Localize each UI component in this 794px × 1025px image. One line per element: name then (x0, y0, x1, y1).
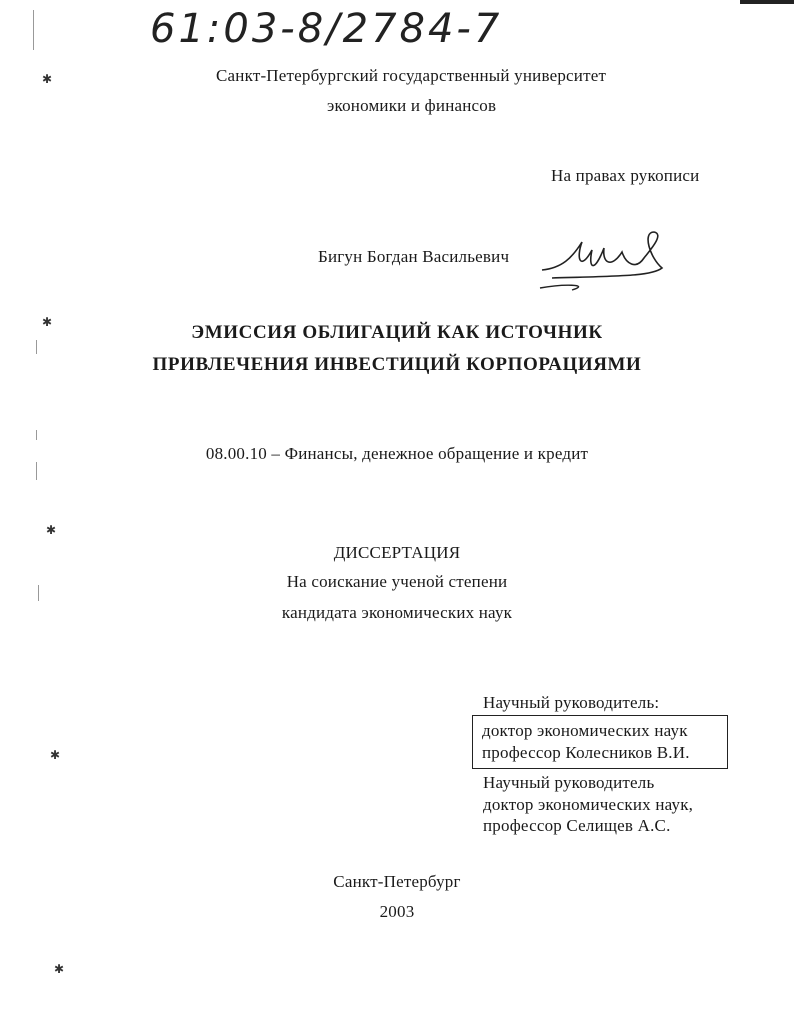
supervisor2-name: профессор Селищев А.С. (483, 816, 671, 835)
supervisor1-name: профессор Колесников В.И. (482, 743, 690, 762)
margin-mark: ✱ (42, 72, 53, 86)
specialty-code: 08.00.10 – Финансы, денежное обращение и кредит (205, 444, 589, 463)
university-name-line2: экономики и финансов (327, 96, 497, 115)
margin-scan-line (33, 10, 34, 50)
margin-mark: ✱ (46, 523, 57, 537)
margin-scan-line (36, 430, 37, 440)
dissertation-title-line1: ЭМИССИЯ ОБЛИГАЦИЙ КАК ИСТОЧНИК (191, 322, 603, 343)
degree-line1: На соискание ученой степени (286, 572, 508, 591)
supervisor1-box (472, 715, 728, 769)
scan-artifact (740, 0, 794, 4)
supervisor2-label: Научный руководитель (483, 773, 655, 792)
degree-line2: кандидата экономических наук (281, 603, 513, 622)
author-name: Бигун Богдан Васильевич (318, 247, 510, 266)
year: 2003 (379, 902, 415, 921)
dissertation-title-line2: ПРИВЛЕЧЕНИЯ ИНВЕСТИЦИЙ КОРПОРАЦИЯМИ (152, 354, 642, 375)
city: Санкт-Петербург (333, 872, 461, 891)
margin-mark: ✱ (54, 962, 65, 976)
supervisor1-degree: доктор экономических наук (482, 721, 688, 740)
supervisor1-label: Научный руководитель: (483, 693, 660, 712)
university-name: Санкт-Петербургский государственный университет (216, 66, 607, 85)
manuscript-note: На правах рукописи (551, 166, 700, 185)
author-signature (532, 228, 682, 298)
supervisor2-degree: доктор экономических наук, (483, 795, 694, 814)
work-type: ДИССЕРТАЦИЯ (333, 543, 461, 562)
margin-mark: ✱ (42, 315, 53, 329)
handwritten-archive-code: 61:03-8/2784-7 (150, 6, 503, 52)
margin-mark: ✱ (50, 748, 61, 762)
margin-scan-line (36, 462, 37, 480)
